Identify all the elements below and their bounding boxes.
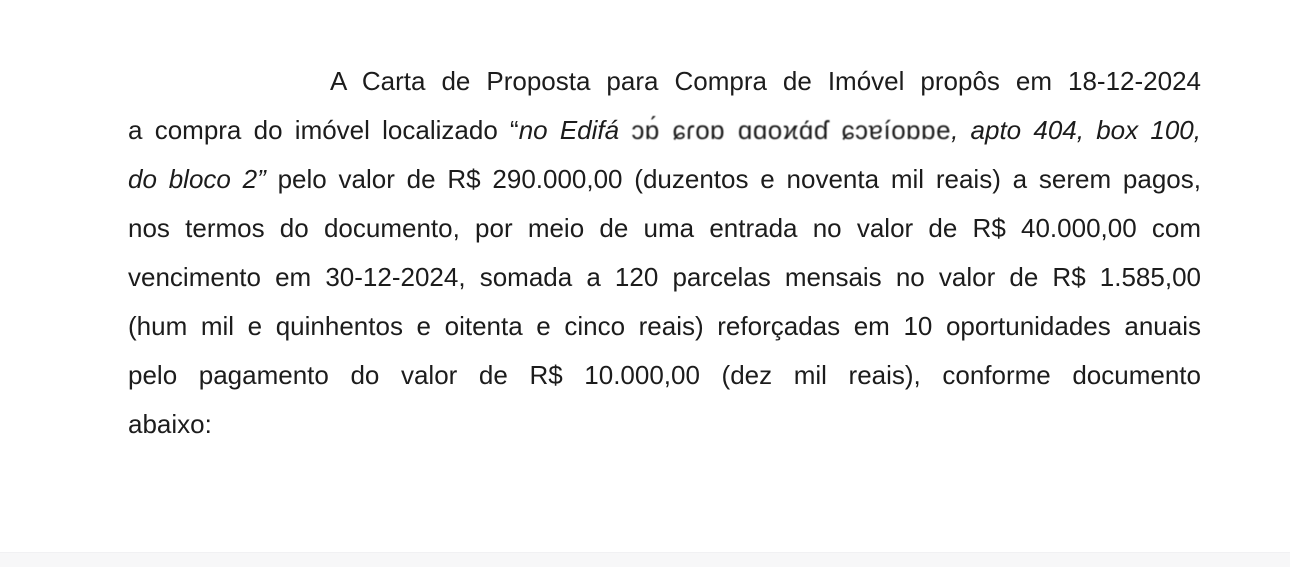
text-segment: nos termos do documento, por meio de uma entrada no valor de R$ 40.000,00 com [128, 213, 1201, 243]
text-line [128, 155, 1201, 204]
text-line [128, 253, 1201, 302]
text-line [128, 106, 1201, 155]
text-line [128, 57, 1201, 106]
redacted-text-segment: ɔɒ́ ɕɾoɒ ɑɑoϰɑ́ɗ ɕɔɐíoɒɒe [631, 115, 952, 145]
text-segment: do bloco 2” [128, 164, 266, 194]
text-segment: no Edifá [518, 115, 632, 145]
text-segment: A Carta de Proposta para Compra de Imóvel propôs em 18-12-2024 [330, 66, 1201, 96]
text-segment: abaixo: [128, 409, 212, 439]
text-segment: pelo pagamento do valor de R$ 10.000,00 (dez mil reais), conforme documento [128, 360, 1201, 390]
text-segment: , apto 404, box 100, [951, 115, 1201, 145]
text-line [128, 351, 1201, 400]
text-segment: vencimento em 30-12-2024, somada a 120 parcelas mensais no valor de R$ 1.585,00 [128, 262, 1201, 292]
proposal-paragraph [128, 57, 1201, 449]
bottom-scroll-edge [0, 552, 1290, 567]
text-line [128, 400, 1201, 449]
text-line [128, 302, 1201, 351]
text-line [128, 204, 1201, 253]
text-segment: pelo valor de R$ 290.000,00 (duzentos e noventa mil reais) a serem pagos, [265, 164, 1201, 194]
text-segment: a compra do imóvel localizado “ [128, 115, 519, 145]
text-segment: (hum mil e quinhentos e oitenta e cinco reais) reforçadas em 10 oportunidades anuais [128, 311, 1201, 341]
